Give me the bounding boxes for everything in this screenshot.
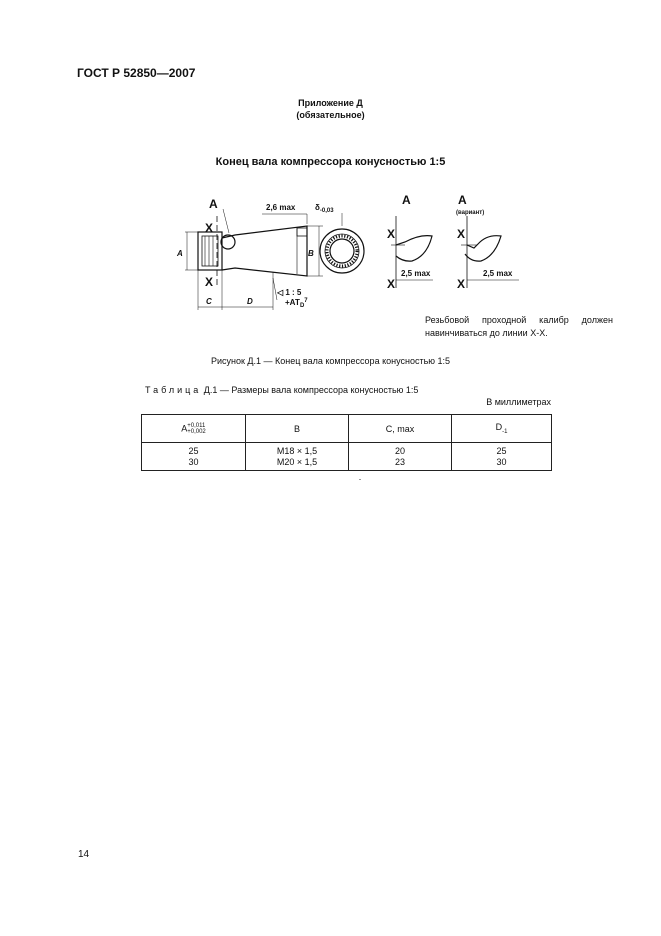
cell-a: 30 bbox=[142, 457, 246, 471]
label-x-v-bottom: X bbox=[457, 277, 466, 291]
header-c: С, max bbox=[349, 415, 452, 443]
figure-note: Резьбовой проходной калибр должен навинчиваться до линии Х-Х. bbox=[425, 315, 613, 338]
label-x-a-bottom: X bbox=[387, 277, 396, 291]
cell-d: 25 bbox=[452, 443, 552, 458]
dimensions-table bbox=[141, 414, 552, 471]
table-row bbox=[142, 457, 552, 471]
scan-dot bbox=[359, 479, 361, 480]
table-units: В миллиметрах bbox=[486, 397, 551, 407]
label-dim-d: D bbox=[247, 297, 253, 306]
label-at: $+АТ_D^7$ bbox=[285, 298, 308, 309]
label-max-25-variant: 2,5 max bbox=[483, 269, 513, 278]
page-number: 14 bbox=[78, 849, 90, 860]
table-header-row bbox=[142, 415, 552, 443]
label-dim-a: А bbox=[177, 249, 183, 258]
table-row bbox=[142, 443, 552, 458]
cell-b: М20 × 1,5 bbox=[246, 457, 349, 471]
label-dim-c: С bbox=[206, 297, 212, 306]
table-caption-word: Таблица bbox=[145, 385, 202, 395]
header-d: $D_{-1}$ bbox=[452, 415, 552, 443]
label-view-a-variant: А bbox=[458, 193, 467, 207]
label-x-v-top: X bbox=[457, 227, 466, 241]
cell-b: М18 × 1,5 bbox=[246, 443, 349, 458]
cell-c: 20 bbox=[349, 443, 452, 458]
cell-d: 30 bbox=[452, 457, 552, 471]
appendix-title: Приложение Д bbox=[298, 98, 363, 108]
cell-a: 25 bbox=[142, 443, 246, 458]
appendix-status: (обязательное) bbox=[296, 110, 365, 120]
label-dim-b: В bbox=[308, 249, 314, 258]
section-title: Конец вала компрессора конусностью 1:5 bbox=[215, 156, 446, 168]
label-x-bottom: X bbox=[205, 275, 214, 289]
header-a: А+0,011 +0,002 bbox=[142, 415, 246, 443]
figure-caption: Рисунок Д.1 — Конец вала компрессора конусностью 1:5 bbox=[210, 356, 451, 366]
header-b: В bbox=[246, 415, 349, 443]
label-taper: ◁ 1 : 5 bbox=[277, 288, 302, 297]
label-view-a: А bbox=[209, 197, 218, 211]
label-view-a-2: А bbox=[402, 193, 411, 207]
label-x-top: X bbox=[205, 221, 214, 235]
technical-drawing bbox=[165, 188, 535, 318]
label-x-a-top: X bbox=[387, 227, 396, 241]
label-max-26: 2,6 max bbox=[266, 203, 296, 212]
cell-c: 23 bbox=[349, 457, 452, 471]
label-variant: (вариант) bbox=[456, 210, 485, 216]
label-delta: $\delta_{-0,03}$ bbox=[315, 203, 334, 214]
table-caption-rest: Д.1 — Размеры вала компрессора конусностью 1:5 bbox=[201, 385, 419, 395]
table-caption bbox=[145, 385, 418, 395]
document-header: ГОСТ Р 52850—2007 bbox=[77, 66, 196, 80]
label-max-25: 2,5 max bbox=[401, 269, 431, 278]
